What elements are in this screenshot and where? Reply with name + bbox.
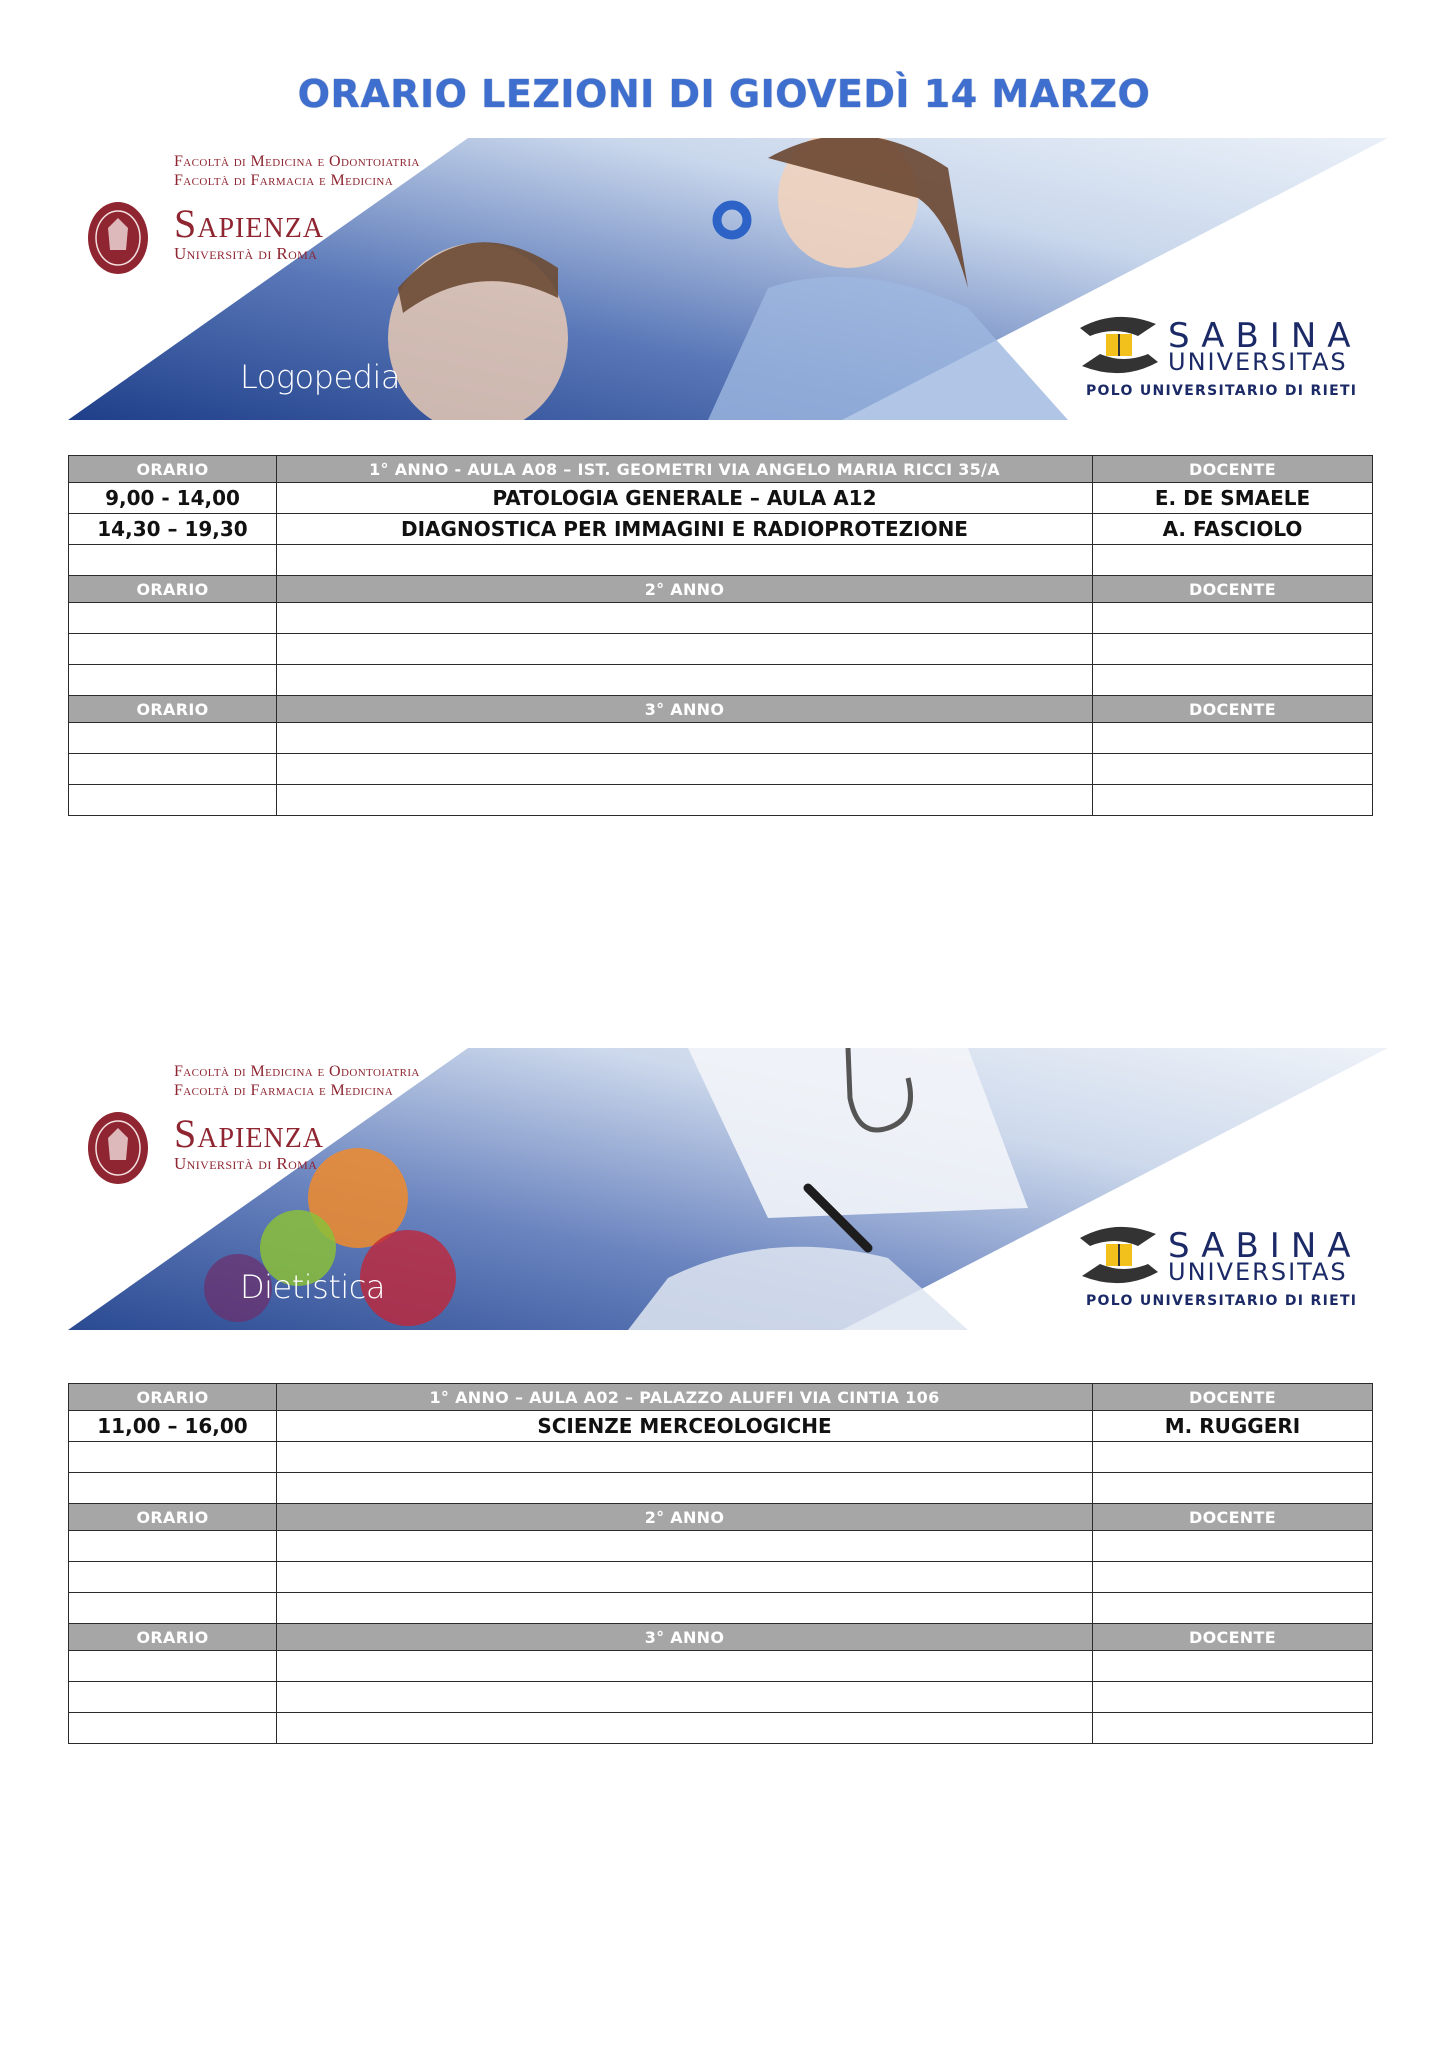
course-cell	[277, 1713, 1093, 1744]
time-cell	[69, 1562, 277, 1593]
teacher-cell: A. FASCIOLO	[1093, 514, 1373, 545]
teacher-cell	[1093, 723, 1373, 754]
partner-tagline: POLO UNIVERSITARIO DI RIETI	[1086, 383, 1358, 399]
banner-dietistica	[68, 1048, 1388, 1330]
time-cell: 11,00 – 16,00	[69, 1411, 277, 1442]
teacher-cell	[1093, 1713, 1373, 1744]
table-row	[69, 1593, 1373, 1624]
time-cell	[69, 1682, 277, 1713]
teacher-cell	[1093, 603, 1373, 634]
time-cell	[69, 1442, 277, 1473]
time-cell: 9,00 - 14,00	[69, 483, 277, 514]
teacher-cell	[1093, 785, 1373, 816]
university-name: Sapienza	[174, 201, 325, 246]
time-cell	[69, 785, 277, 816]
course-cell	[277, 1682, 1093, 1713]
partner-name: SABINA	[1168, 316, 1362, 356]
header-cell-time: ORARIO	[69, 576, 277, 603]
faculty-line-2: Facoltà di Farmacia e Medicina	[174, 1082, 394, 1099]
partner-name: SABINA	[1168, 1226, 1362, 1266]
time-cell	[69, 723, 277, 754]
teacher-cell	[1093, 1593, 1373, 1624]
course-cell	[277, 1651, 1093, 1682]
time-cell	[69, 665, 277, 696]
course-cell: PATOLOGIA GENERALE – AULA A12	[277, 483, 1093, 514]
header-cell-time: ORARIO	[69, 1504, 277, 1531]
table-header-row	[69, 1384, 1373, 1411]
table-row	[69, 1682, 1373, 1713]
faculty-line-1: Facoltà di Medicina e Odontoiatria	[174, 1063, 420, 1080]
course-cell	[277, 665, 1093, 696]
table-header-row	[69, 1504, 1373, 1531]
teacher-cell	[1093, 1651, 1373, 1682]
table-header-row	[69, 696, 1373, 723]
table-row	[69, 785, 1373, 816]
schedule-table-dietistica	[68, 1383, 1373, 1744]
teacher-cell	[1093, 1531, 1373, 1562]
course-cell	[277, 603, 1093, 634]
schedule-table-logopedia	[68, 455, 1373, 816]
table-row	[69, 1651, 1373, 1682]
table-row	[69, 514, 1373, 545]
table-row	[69, 483, 1373, 514]
header-cell-year: 1° ANNO - AULA A08 – IST. GEOMETRI VIA ANGELO MARIA RICCI 35/A	[277, 456, 1093, 483]
sapienza-seal-icon	[86, 1108, 150, 1186]
header-cell-teacher: DOCENTE	[1093, 1624, 1373, 1651]
teacher-cell	[1093, 1682, 1373, 1713]
table-row	[69, 634, 1373, 665]
course-cell	[277, 754, 1093, 785]
header-cell-year: 3° ANNO	[277, 1624, 1093, 1651]
university-name: Sapienza	[174, 1111, 325, 1156]
course-cell	[277, 634, 1093, 665]
time-cell	[69, 1713, 277, 1744]
course-cell	[277, 785, 1093, 816]
table-row	[69, 723, 1373, 754]
header-cell-year: 3° ANNO	[277, 696, 1093, 723]
time-cell	[69, 1593, 277, 1624]
course-cell: SCIENZE MERCEOLOGICHE	[277, 1411, 1093, 1442]
faculty-line-1: Facoltà di Medicina e Odontoiatria	[174, 153, 420, 170]
teacher-cell	[1093, 1473, 1373, 1504]
sabina-book-logo-icon	[1076, 1224, 1162, 1286]
table-row	[69, 603, 1373, 634]
table-row	[69, 665, 1373, 696]
page-title: ORARIO LEZIONI DI GIOVEDÌ 14 MARZO	[297, 72, 1151, 116]
course-cell	[277, 1531, 1093, 1562]
university-subtitle: Università di Roma	[174, 244, 318, 263]
teacher-cell	[1093, 1442, 1373, 1473]
teacher-cell: M. RUGGERI	[1093, 1411, 1373, 1442]
table-row	[69, 1531, 1373, 1562]
header-cell-teacher: DOCENTE	[1093, 456, 1373, 483]
header-cell-time: ORARIO	[69, 1384, 277, 1411]
teacher-cell	[1093, 545, 1373, 576]
university-subtitle: Università di Roma	[174, 1154, 318, 1173]
sapienza-seal-icon	[86, 198, 150, 276]
course-cell	[277, 1593, 1093, 1624]
partner-subtitle: UNIVERSITAS	[1168, 1258, 1348, 1286]
course-cell	[277, 723, 1093, 754]
teacher-cell	[1093, 754, 1373, 785]
course-name: Logopedia	[240, 358, 400, 396]
time-cell	[69, 545, 277, 576]
time-cell	[69, 754, 277, 785]
header-cell-teacher: DOCENTE	[1093, 576, 1373, 603]
time-cell: 14,30 – 19,30	[69, 514, 277, 545]
teacher-cell	[1093, 1562, 1373, 1593]
header-cell-year: 2° ANNO	[277, 1504, 1093, 1531]
time-cell	[69, 603, 277, 634]
course-cell	[277, 1562, 1093, 1593]
course-cell	[277, 545, 1093, 576]
course-name: Dietistica	[240, 1268, 385, 1306]
course-cell	[277, 1473, 1093, 1504]
table-row	[69, 1562, 1373, 1593]
course-cell	[277, 1442, 1093, 1473]
table-row	[69, 1473, 1373, 1504]
table-row	[69, 1411, 1373, 1442]
time-cell	[69, 634, 277, 665]
table-header-row	[69, 1624, 1373, 1651]
table-row	[69, 1442, 1373, 1473]
course-cell: DIAGNOSTICA PER IMMAGINI E RADIOPROTEZIONE	[277, 514, 1093, 545]
partner-subtitle: UNIVERSITAS	[1168, 348, 1348, 376]
header-cell-teacher: DOCENTE	[1093, 696, 1373, 723]
time-cell	[69, 1531, 277, 1562]
banner-logopedia	[68, 138, 1388, 420]
teacher-cell: E. DE SMAELE	[1093, 483, 1373, 514]
header-cell-year: 1° ANNO – AULA A02 – PALAZZO ALUFFI VIA CINTIA 106	[277, 1384, 1093, 1411]
partner-tagline: POLO UNIVERSITARIO DI RIETI	[1086, 1293, 1358, 1309]
header-cell-teacher: DOCENTE	[1093, 1384, 1373, 1411]
sabina-book-logo-icon	[1076, 314, 1162, 376]
table-row	[69, 545, 1373, 576]
time-cell	[69, 1651, 277, 1682]
header-cell-time: ORARIO	[69, 1624, 277, 1651]
teacher-cell	[1093, 665, 1373, 696]
header-cell-year: 2° ANNO	[277, 576, 1093, 603]
faculty-line-2: Facoltà di Farmacia e Medicina	[174, 172, 394, 189]
header-cell-time: ORARIO	[69, 456, 277, 483]
table-header-row	[69, 456, 1373, 483]
table-header-row	[69, 576, 1373, 603]
header-cell-teacher: DOCENTE	[1093, 1504, 1373, 1531]
table-row	[69, 754, 1373, 785]
teacher-cell	[1093, 634, 1373, 665]
header-cell-time: ORARIO	[69, 696, 277, 723]
table-row	[69, 1713, 1373, 1744]
time-cell	[69, 1473, 277, 1504]
